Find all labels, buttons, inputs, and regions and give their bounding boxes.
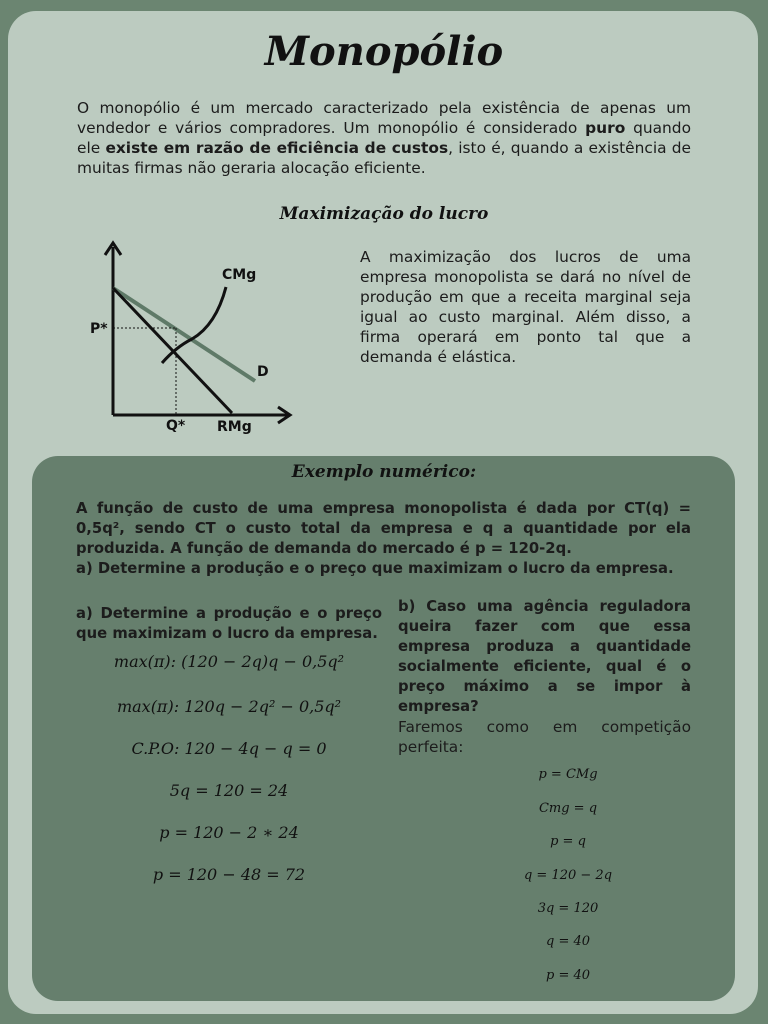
intro-text-3: , isto é, quando a existência de muitas firmas não geraria alocação eficiente. [77,139,692,177]
question-b: b) Caso uma agência reguladora queira fazer com que essa empresa produza a quantidade socialmente eficiente, qual é o preço máximo a se impor à empresa? [398,598,691,715]
question-b-note: Faremos como em competição perfeita: [398,718,691,756]
intro-text-1: O monopólio é um mercado caracterizado pela existência de apenas um vendedor e vários compradores. Um monopólio é considerado [77,99,691,137]
cmg-label: CMg [222,267,257,283]
section-title-maximizacao: Maximização do lucro [279,204,489,224]
p-star-label: P* [90,321,108,337]
page-title: Monopólio [264,28,504,75]
intro-bold-puro: puro [585,119,626,137]
example-title: Exemplo numérico: [291,462,477,482]
equation-a-2: max(π): 120q − 2q² − 0,5q² [116,697,342,716]
equation-a-3: C.P.O: 120 − 4q − q = 0 [131,739,327,758]
equation-a-6: p = 120 − 48 = 72 [152,865,306,884]
equation-b-2: Cmg = q [538,801,598,816]
question-a: a) Determine a produção e o preço que maximizam o lucro da empresa. [76,605,382,642]
equation-b-4: q = 120 − 2q [523,868,613,883]
equation-a-4: 5q = 120 = 24 [169,781,289,800]
equation-a-5: p = 120 − 2 ∗ 24 [159,823,299,842]
equation-b-5: 3q = 120 [537,901,599,916]
intro-paragraph [77,98,691,178]
equation-a-1: max(π): (120 − 2q)q − 0,5q² [113,652,345,671]
q-star-label: Q* [166,418,186,434]
equation-b-7: p = 40 [545,968,591,983]
demand-line [113,288,255,381]
intro-text-2: quando ele [77,119,691,157]
equation-b-3: p = q [550,834,586,849]
problem-item-a: a) Determine a produção e o preço que maximizam o lucro da empresa. [76,560,674,577]
equation-b-6: q = 40 [545,934,591,949]
rmg-label: RMg [217,419,252,435]
example-problem [76,499,691,579]
demand-label: D [257,364,269,380]
equation-b-1: p = CMg [538,767,598,782]
problem-statement: A função de custo de uma empresa monopolista é dada por CT(q) = 0,5q², sendo CT o custo total da empresa e q a quantidade por ela produzida. A função de demanda do mercado é p = 120-2q. [76,500,691,557]
intro-bold-eficiencia: existe em razão de eficiência de custos [105,139,449,157]
monopoly-graph [80,235,310,440]
profit-max-text: A maximização dos lucros de uma empresa monopolista se dará no nível de produção em que a receita marginal seja igual ao custo marginal. Além disso, a firma operará em ponto tal que a demanda é elástica. [360,248,691,366]
